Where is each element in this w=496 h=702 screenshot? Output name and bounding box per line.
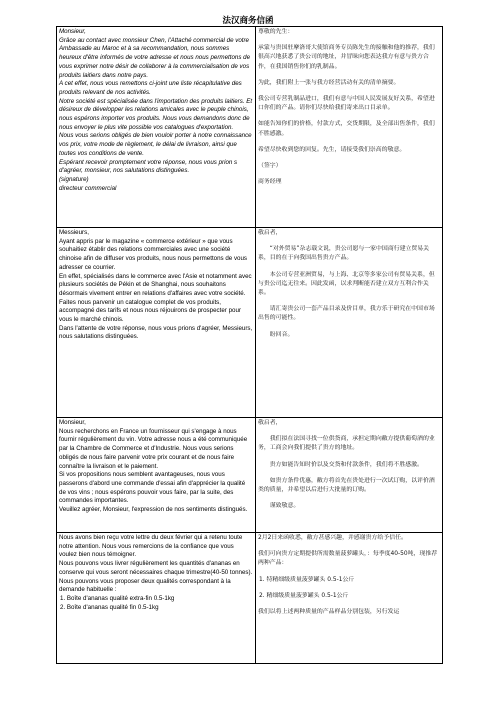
chinese-paragraph: 如能告知你们的价格，付款方式，交货期限，及全部出售条件，我们不胜感激。 [258,121,435,137]
chinese-letter [256,228,443,418]
chinese-paragraph: 敬启者， [258,420,282,426]
chinese-paragraph: 请汇寄贵公司一套产品目录及价目单，我方乐于研究在中国市场出售的可能性。 [258,306,435,322]
chinese-list-item: 1. 特精细级质量菠萝罐头 0.5-1公斤 [259,576,355,583]
french-paragraph: Veuillez agréer, Monsieur, l'expression de nos sentiments distingués. [59,506,248,514]
chinese-paragraph: 敬启者， [258,230,282,236]
chinese-paragraph: 我们拟在法国寻找一位供货商，承担定期向敝方提供葡萄酒的业务，工商会向我们提供了贵方的地址。 [258,436,435,452]
french-paragraph: A cet effet, nous vous remettons ci-joint une liste récapitulative des produits relevant de nos activités. [59,80,242,96]
french-paragraph: Messieurs, [59,229,89,236]
french-paragraph: Grâce au contact avec monsieur Chen, l'Attaché commercial de votre Ambassade au Maroc et à sa recommandation, nous sommes heureux d'être informés de votre adresse et nous nous permettons de vous exprimer notre désir de collaborer à la commercialisation de vos produits laitiers dans notre pays. [59,36,251,79]
chinese-letter [256,533,443,664]
chinese-letter [256,27,443,228]
french-signature: (signature) [59,175,89,183]
chinese-paragraph: 希望尽快收到您的回复。先生，请接受我们崇高的敬意。 [258,146,406,153]
french-paragraph: Monsieur, [59,28,86,35]
chinese-paragraph: 我们可向贵方定期提供所需数量菠萝罐头，：每季度40-50吨，现推荐两种产品： [258,551,438,567]
chinese-paragraph: 我们以将上述两种质量的产品样品分别包装，另行发运 [258,609,400,616]
letters-table [56,26,443,664]
chinese-paragraph: 盼回音。 [269,331,294,338]
chinese-paragraph: 如贵方条件优惠，敝方将首先在贵处进行一次试订购，以评价酒类的质量，并希望以后进行大批量的订购。 [258,477,435,494]
letter-row [57,418,443,533]
french-paragraph: Nous avons bien reçu votre lettre du deux février qui a retenu toute notre attention. Nous vous remercions de la confiance que vous voulez bien nous témoigner. [59,534,243,559]
french-letter [57,533,256,664]
french-paragraph: Si vos propositions nous semblent avantageuses, nous vous passerons d'abord une commande d'essai afin d'apprécier la qualité de vos vins ; nous espérons pouvoir vous faire, par la suite, des commandes importantes. [59,471,246,505]
french-paragraph: Nous pouvons vous livrer régulièrement les quantités d'ananas en conserve qui vous seront nécessaires chaque trimestre(40-50 tonnes). Nous pouvons vous proposer deux qualités correspondant à la demande habituelle : [59,560,253,594]
chinese-paragraph: “对外贸易”杂志载文说，贵公司愿与一家中国商行建立贸易关系，目的在于向我国出售贵方产品。 [258,246,430,262]
chinese-signature: （签字） [258,163,282,170]
letter-row [57,27,443,228]
french-signatory-title: directeur commercial [59,184,117,192]
french-paragraph: Dans l'attente de votre réponse, nous vous prions d'agréer, Messieurs, nous salutations distinguées. [59,324,253,341]
french-paragraph: Nous vous serions obligés de bien vouloir porter à notre connaissance vos prix, votre mode de règlement, le délai de livraison, ainsi que toutes vos conditions de vente. [59,132,252,157]
french-paragraph: Ayant appris par le magazine « commerce extérieur » que vous souhaitiez établir des relations commerciales avec une société chinoise afin de diffuser vos produits, nous nous permettons de vous adresser ce courrier. [59,237,248,271]
chinese-paragraph: 尊敬的先生： [258,29,294,35]
french-paragraph: Monsieur, [59,419,86,426]
chinese-letter [256,418,443,533]
chinese-signatory-title: 商务经理 [258,179,282,186]
chinese-paragraph: 承蒙与贵国驻摩洛哥大使馆商务专员陈先生的接触和他的推荐，我们很高兴地获悉了贵公司的地址，并冒昧向您表达我方有意与贵方合作，在我国销售你们的乳制品。 [258,45,435,70]
french-paragraph: Espérant recevoir promptement votre réponse, nous vous prion s d'agréer, monsieur, nos salutations distinguées. [59,158,238,175]
chinese-paragraph: 贵方如能告知时价以及交货和付款条件，我们将不胜感激。 [269,461,423,468]
french-list-item: 1. Boîte d'ananas qualité extra-fin 0.5-1kg [60,594,175,602]
french-paragraph: Notre société est spécialisée dans l'importation des produits laitiers. Et désireux de développer les relations amicales avec le peuple chinois, nous espérons importer vos produits. Nous vous demandons donc de nous envoyer le plus vite possible vos catalogues d'exportation. [59,97,253,131]
chinese-paragraph: 谨致敬意。 [269,503,300,510]
french-paragraph: Nous recherchons en France un fournisseur qui s'engage à nous fournir régulièrement du vin. Votre adresse nous a été communiquée par la Chambre de Commerce et d'Industrie. Nous vous serions obligés de nous faire parvenir votre prix courant et de nous faire connaître la livraison et le paiement. [59,427,248,470]
chinese-paragraph: 本公司专营亚洲贸易，与上海、北京等多家公司有贸易关系，但与贵公司迄无往来。因此发函，以求判断能否建立双方互利合作关系。 [258,271,435,297]
letter-row [57,228,443,418]
chinese-paragraph: 为此，我们附上一张与我方经营活动有关的清单摘要。 [258,79,400,86]
letter-row [57,533,443,664]
french-paragraph: Faites nous parvenir un catalogue complet de vos produits, accompagné des tarifs et nous nous réjouirons de prospecter pour vous le marché chinois. [59,298,241,324]
chinese-paragraph: 我公司专营乳制品进口，我们有意与中国人民发展友好关系，希望进口你们的产品。请你们尽快给我们寄来出口目录单。 [258,96,435,112]
french-letter [57,228,256,418]
chinese-list-item: 2. 精细级质量菠萝罐头 0.5-1公斤 [259,592,349,599]
french-list-item: 2. Boîte d'ananas qualité fin 0.5-1kg [60,603,159,611]
french-letter [57,418,256,533]
french-letter [57,27,256,228]
french-paragraph: En effet, spécialisés dans le commerce avec l'Asie et notamment avec plusieurs sociétés de Pékin et de Shanghai, nous souhaitons désormais vivement entrer en relations d'affaires avec votre société. [59,272,252,297]
chinese-paragraph: 2月2日来函收悉，敝方甚感兴趣，并感谢贵方给予信任。 [258,535,407,541]
page-title: 法汉商务信函 [222,16,274,26]
